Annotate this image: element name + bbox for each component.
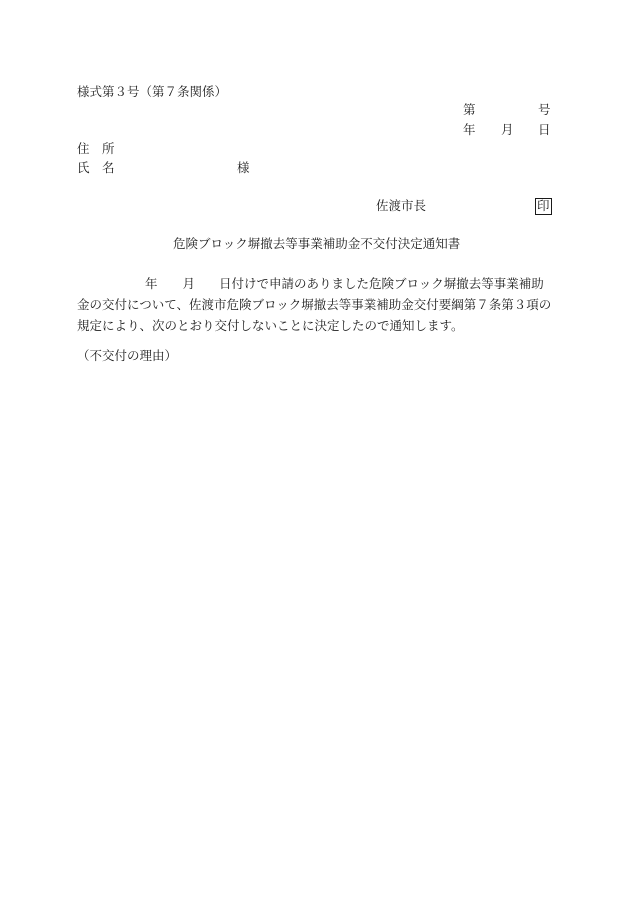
seal-text: 印 [537, 198, 550, 213]
body-line-1-rest: 日付けで申請のありました危険ブロック塀撤去等事業補助 [219, 276, 544, 291]
body-month: 月 [182, 276, 196, 291]
doc-number-prefix: 第 [463, 102, 476, 117]
honorific: 様 [237, 160, 250, 175]
body-year: 年 [145, 276, 158, 291]
body-line-3: 規定により、次のとおり交付しないことに決定したので通知します。 [77, 318, 464, 333]
body-line-2: 金の交付について、佐渡市危険ブロック塀撤去等事業補助金交付要綱第７条第３項の [77, 297, 552, 312]
document-title: 危険ブロック塀撤去等事業補助金不交付決定通知書 [173, 236, 461, 251]
doc-number-suffix: 号 [538, 102, 551, 117]
body-paragraph [77, 273, 552, 336]
seal-mark [535, 198, 552, 215]
date-year: 年 [463, 122, 476, 137]
body-line-1 [77, 273, 552, 294]
date-day: 日 [538, 122, 551, 137]
issuer-name: 佐渡市長 [376, 198, 427, 213]
reason-label: （不交付の理由） [77, 348, 178, 363]
date-month: 月 [501, 122, 514, 137]
form-number: 様式第３号（第７条関係） [77, 84, 228, 99]
address-label: 住 所 [77, 141, 115, 156]
name-label: 氏 名 [77, 160, 115, 175]
